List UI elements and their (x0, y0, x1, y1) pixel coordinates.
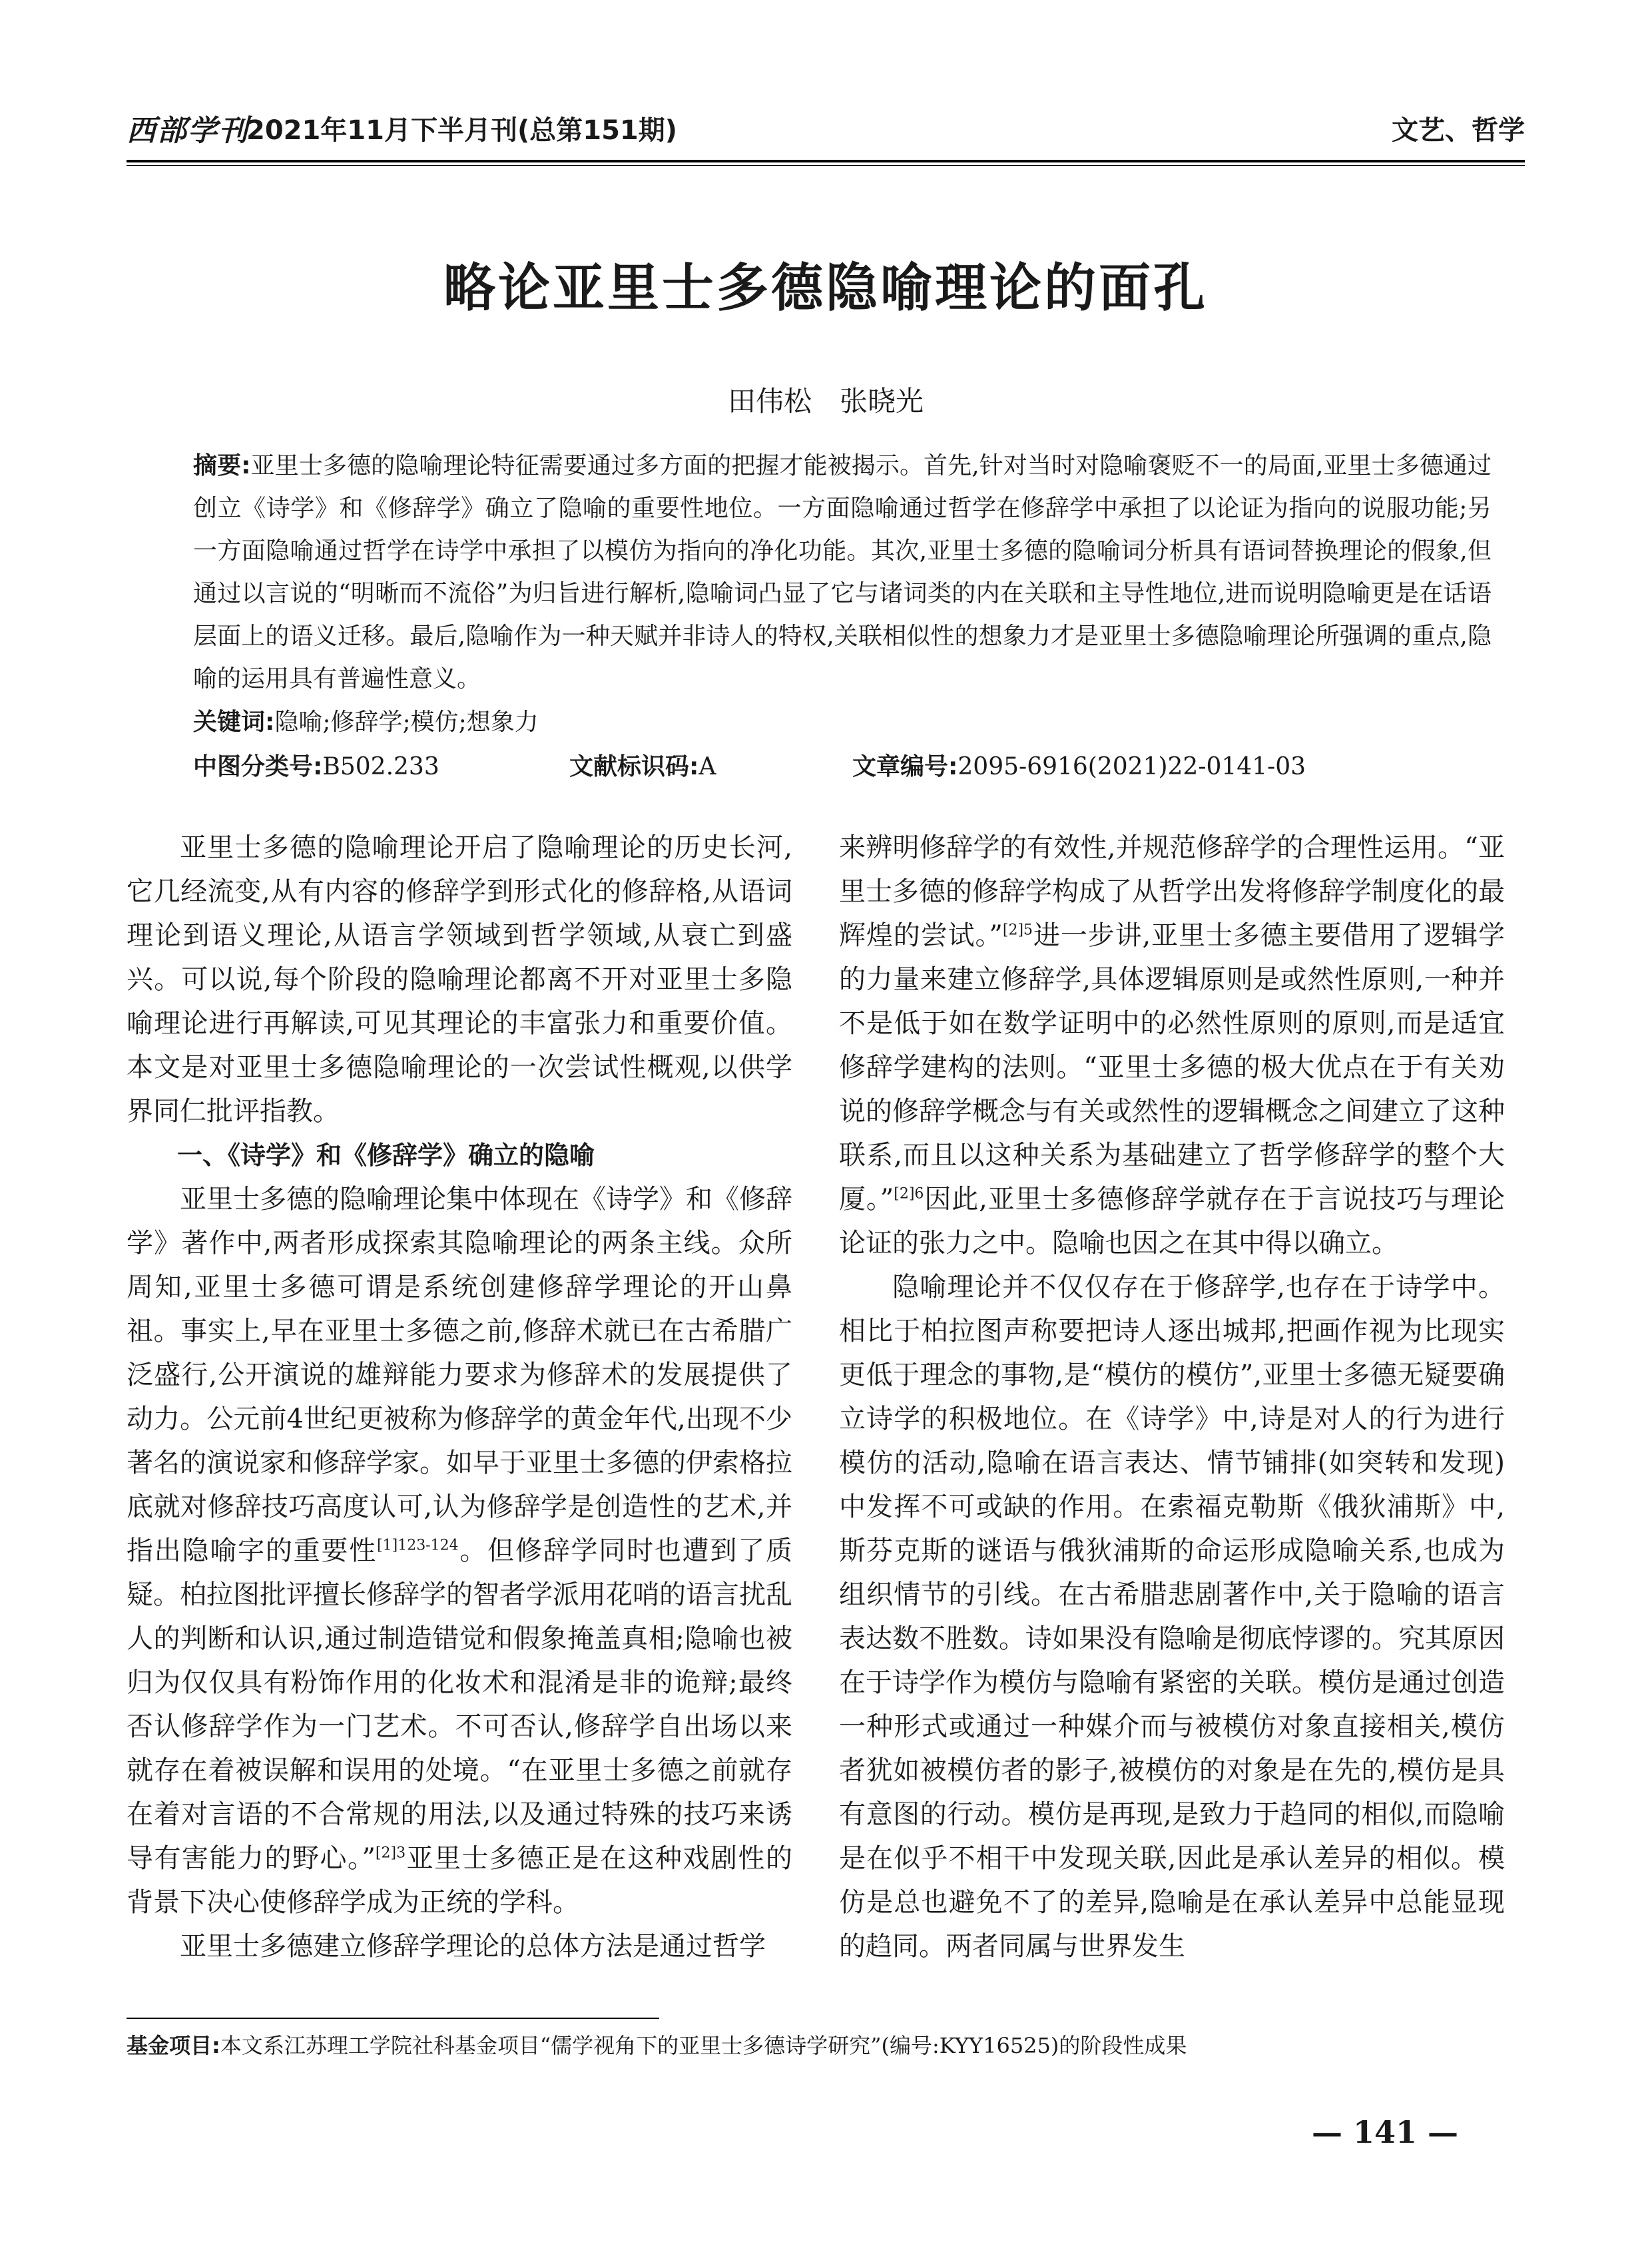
issue-info: 2021年11月下半月刊(总第151期) (246, 115, 678, 146)
footnote-rule (127, 2018, 659, 2019)
paragraph: 亚里士多德的隐喻理论集中体现在《诗学》和《修辞学》著作中,两者形成探索其隐喻理论的两条主线。众所周知,亚里士多德可谓是系统创建修辞学理论的开山鼻祖。事实上,早在亚里士多德之前,修辞术就已在古希腊广泛盛行,公开演说的雄辩能力要求为修辞术的发展提供了动力。公元前4世纪更被称为修辞学的黄金年代,出现不少著名的演说家和修辞学家。如早于亚里士多德的伊索格拉底就对修辞技巧高度认可,认为修辞学是创造性的艺术,并指出隐喻字的重要性$^{[1]123-124}$。但修辞学同时也遭到了质疑。柏拉图批评擅长修辞学的智者学派用花哨的语言扰乱人的判断和认识,通过制造错觉和假象掩盖真相;隐喻也被归为仅仅具有粉饰作用的化妆术和混淆是非的诡辩;最终否认修辞学作为一门艺术。不可否认,修辞学自出场以来就存在着被误解和误用的处境。“在亚里士多德之前就存在着对言语的不合常规的用法,以及通过特殊的技巧来诱导有害能力的野心。”$^{[2]3}$亚里士多德正是在这种戏剧性的背景下决心使修辞学成为正统的学科。 (127, 1184, 793, 1918)
page-number: — 141 — (1312, 2114, 1459, 2150)
abstract-text: 亚里士多德的隐喻理论特征需要通过多方面的把握才能被揭示。首先,针对当时对隐喻褒贬不一的局面,亚里士多德通过创立《诗学》和《修辞学》确立了隐喻的重要性地位。一方面隐喻通过哲学在修辞学中承担了以论证为指向的说服功能;另一方面隐喻通过哲学在诗学中承担了以模仿为指向的净化功能。其次,亚里士多德的隐喻词分析具有语词替换理论的假象,但通过以言说的“明晰而不流俗”为归旨进行解析,隐喻词凸显了它与诸词类的内在关联和主导性地位,进而说明隐喻更是在话语层面上的语义迁移。最后,隐喻作为一种天赋并非诗人的特权,关联相似性的想象力才是亚里士多德隐喻理论所强调的重点,隐喻的运用具有普遍性意义。 (193, 452, 1492, 693)
paragraph: 隐喻理论并不仅仅存在于修辞学,也存在于诗学中。相比于柏拉图声称要把诗人逐出城邦,把画作视为比现实更低于理念的事物,是“模仿的模仿”,亚里士多德无疑要确立诗学的积极地位。在《诗学》中,诗是对人的行为进行模仿的活动,隐喻在语言表达、情节铺排(如突转和发现)中发挥不可或缺的作用。在索福克勒斯《俄狄浦斯》中,斯芬克斯的谜语与俄狄浦斯的命运形成隐喻关系,也成为组织情节的引线。在古希腊悲剧著作中,关于隐喻的语言表达数不胜数。诗如果没有隐喻是彻底悖谬的。究其原因在于诗学作为模仿与隐喻有紧密的关联。模仿是通过创造一种形式或通过一种媒介而与被模仿对象直接相关,模仿者犹如被模仿者的影子,被模仿的对象是在先的,模仿是具有意图的行动。模仿是再现,是致力于趋同的相似,而隐喻是在似乎不相干中发现关联,因此是承认差异的相似。模仿是总也避免不了的差异,隐喻是在承认差异中总能显现的趋同。两者同属与世界发生 (839, 1272, 1505, 1962)
section-tag: 文艺、哲学 (1392, 115, 1525, 146)
keywords-label: 关键词: (193, 708, 275, 736)
paragraph: 来辨明修辞学的有效性,并规范修辞学的合理性运用。“亚里士多德的修辞学构成了从哲学出发将修辞学制度化的最辉煌的尝试。”$^{[2]5}$进一步讲,亚里士多德主要借用了逻辑学的力量来建立修辞学,具体逻辑原则是或然性原则,一种并不是低于如在数学证明中的必然性原则的原则,而是适宜修辞学建构的法则。“亚里士多德的极大优点在于有关劝说的修辞学概念与有关或然性的逻辑概念之间建立了这种联系,而且以这种关系为基础建立了哲学修辞学的整个大厦。”$^{[2]6}$因此,亚里士多德修辞学就存在于言说技巧与理论论证的张力之中。隐喻也因之在其中得以确立。 (839, 832, 1506, 1259)
section-heading: 一、《诗学》和《修辞学》确立的隐喻 (177, 1141, 595, 1170)
abstract-label: 摘要: (193, 452, 251, 479)
citation: [2]3 (375, 1844, 406, 1862)
body-column-right (839, 826, 1505, 1968)
header-rule (127, 160, 1525, 162)
abstract (193, 445, 1492, 701)
paragraph: 亚里士多德建立修辞学理论的总体方法是通过哲学 (180, 1931, 766, 1962)
article-number: 文章编号:2095-6916(2021)22-0141-03 (852, 753, 1306, 780)
clc-number: 中图分类号:B502.233 (193, 753, 439, 780)
header-rule-thin (127, 165, 1525, 166)
citation: [1]123-124 (377, 1537, 459, 1554)
document-code: 文献标识码:A (569, 753, 716, 780)
footnote-text: 本文系江苏理工学院社科基金项目“儒学视角下的亚里士多德诗学研究”(编号:KYY16525)的阶段性成果 (220, 2033, 1187, 2058)
footnote (127, 2030, 1525, 2062)
keywords (193, 702, 1492, 742)
article-title: 略论亚里士多德隐喻理论的面孔 (443, 258, 1208, 318)
page-header (127, 107, 1525, 160)
footnote-label: 基金项目: (127, 2033, 220, 2058)
citation: [2]6 (894, 1185, 924, 1203)
keywords-text: 隐喻;修辞学;模仿;想象力 (274, 708, 539, 736)
journal-logo: 西部学刊 (127, 114, 249, 148)
body-column-left (127, 826, 792, 1968)
paragraph: 亚里士多德的隐喻理论开启了隐喻理论的历史长河,它几经流变,从有内容的修辞学到形式化的修辞格,从语词理论到语义理论,从语言学领域到哲学领域,从衰亡到盛兴。可以说,每个阶段的隐喻理论都离不开对亚里士多隐喻理论进行再解读,可见其理论的丰富张力和重要价值。本文是对亚里士多德隐喻理论的一次尝试性概观,以供学界同仁批评指教。 (127, 832, 792, 1127)
citation: [2]5 (1002, 922, 1033, 939)
classification-line (193, 747, 1492, 787)
article-authors: 田伟松 张晓光 (727, 385, 924, 418)
